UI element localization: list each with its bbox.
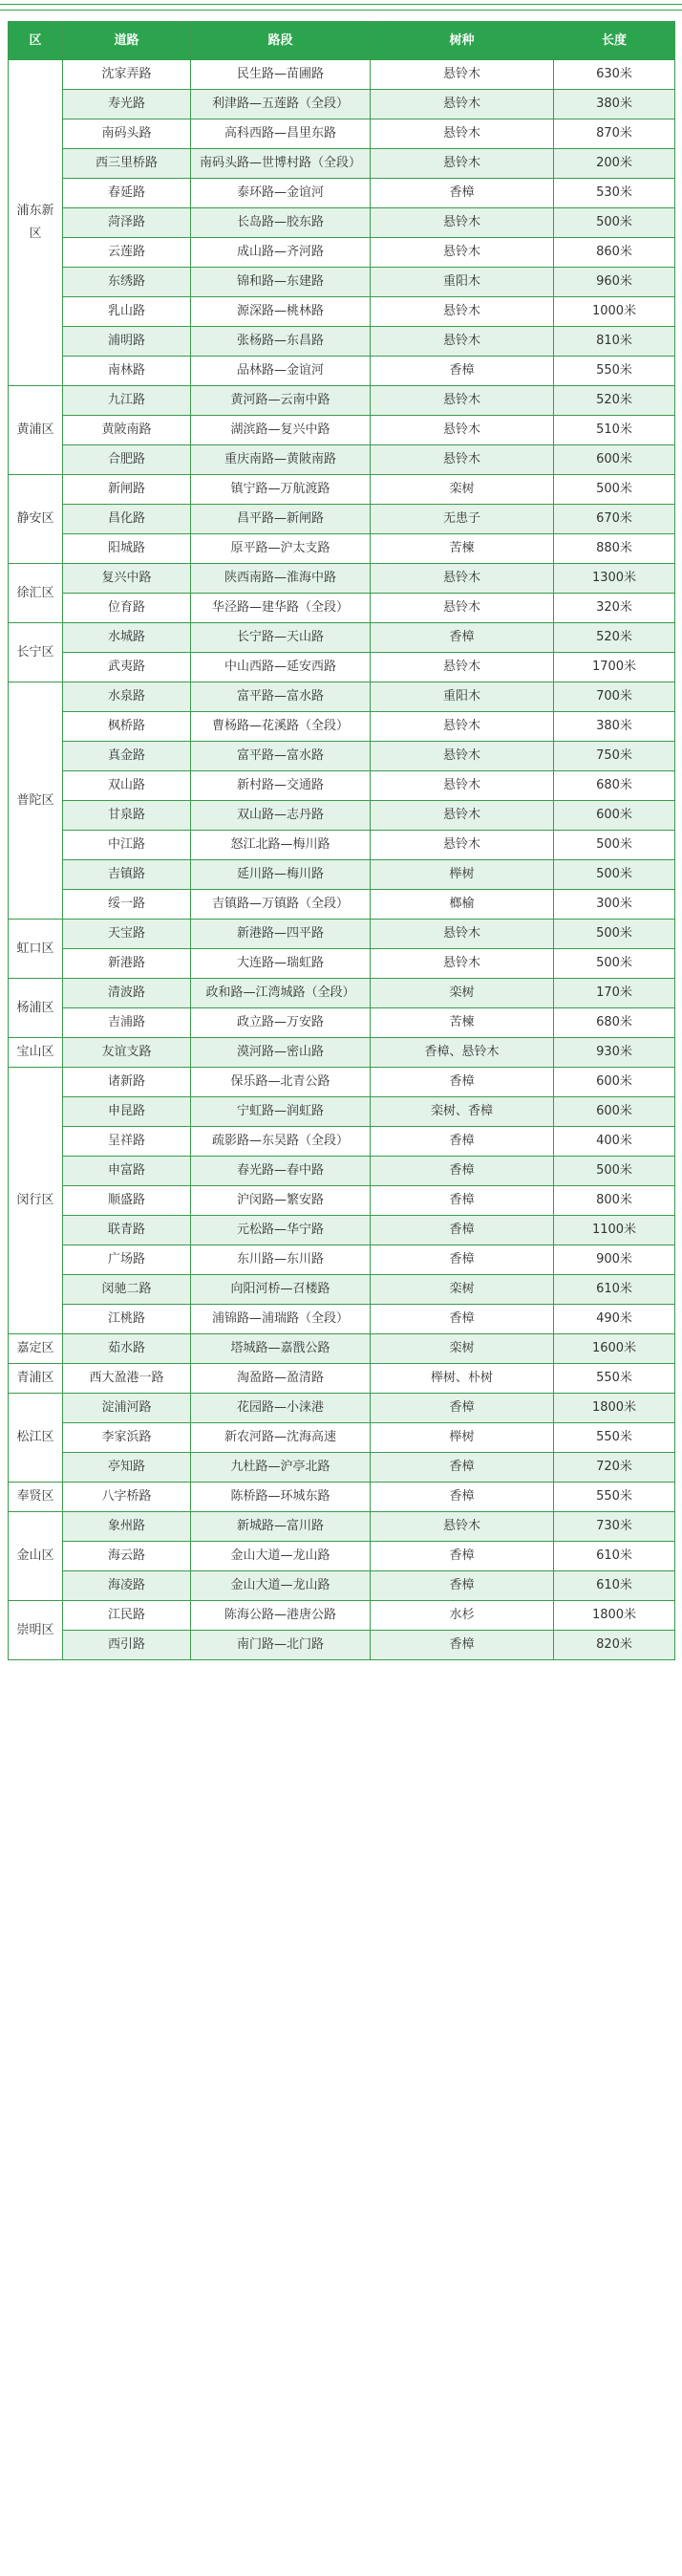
- section-cell: 长岛路—胶东路: [191, 208, 371, 238]
- table-row: [9, 920, 675, 949]
- road-cell: 菏泽路: [63, 208, 191, 238]
- section-cell: 保乐路—北青公路: [191, 1068, 371, 1097]
- district-cell: 浦东新区: [9, 60, 63, 386]
- tree-cell: 悬铃木: [371, 742, 554, 771]
- road-cell: 南码头路: [63, 119, 191, 149]
- section-cell: 九杜路—沪亭北路: [191, 1453, 371, 1483]
- tree-cell: 香樟: [371, 1186, 554, 1216]
- road-cell: 江民路: [63, 1601, 191, 1631]
- table-row: [9, 653, 675, 682]
- table-row: [9, 386, 675, 416]
- road-cell: 云莲路: [63, 238, 191, 268]
- length-cell: 800米: [554, 1186, 675, 1216]
- length-cell: 1000米: [554, 297, 675, 327]
- section-cell: 怒江北路—梅川路: [191, 831, 371, 860]
- length-cell: 520米: [554, 623, 675, 653]
- tree-cell: 香樟: [371, 1305, 554, 1334]
- length-cell: 500米: [554, 920, 675, 949]
- tree-cell: 悬铃木: [371, 653, 554, 682]
- road-cell: 友谊支路: [63, 1038, 191, 1068]
- district-cell: 松江区: [9, 1394, 63, 1483]
- section-cell: 漠河路—密山路: [191, 1038, 371, 1068]
- table-row: [9, 623, 675, 653]
- district-cell: 杨浦区: [9, 979, 63, 1038]
- road-cell: 亭知路: [63, 1453, 191, 1483]
- table-row: [9, 979, 675, 1008]
- table-row: [9, 1157, 675, 1186]
- header-tree: 树种: [371, 22, 554, 60]
- table-row: [9, 860, 675, 890]
- road-cell: 东绣路: [63, 268, 191, 297]
- tree-cell: 香樟: [371, 1483, 554, 1512]
- length-cell: 600米: [554, 1097, 675, 1127]
- table-row: [9, 90, 675, 119]
- section-cell: 源深路—桃林路: [191, 297, 371, 327]
- tree-cell: 香樟: [371, 1157, 554, 1186]
- table-row: [9, 1275, 675, 1305]
- top-rule: [0, 4, 682, 5]
- table-row: [9, 1097, 675, 1127]
- tree-cell: 悬铃木: [371, 238, 554, 268]
- tree-cell: 香樟: [371, 1127, 554, 1157]
- table-row: [9, 1631, 675, 1660]
- tree-cell: 香樟: [371, 623, 554, 653]
- tree-cell: 香樟: [371, 1394, 554, 1423]
- section-cell: 金山大道—龙山路: [191, 1542, 371, 1571]
- table-row: [9, 1364, 675, 1394]
- tree-cell: 悬铃木: [371, 119, 554, 149]
- length-cell: 200米: [554, 149, 675, 179]
- road-cell: 呈祥路: [63, 1127, 191, 1157]
- road-cell: 位育路: [63, 594, 191, 623]
- section-cell: 新村路—交通路: [191, 771, 371, 801]
- tree-cell: 悬铃木: [371, 60, 554, 90]
- road-cell: 合肥路: [63, 445, 191, 475]
- table-row: [9, 831, 675, 860]
- table-row: [9, 1038, 675, 1068]
- length-cell: 600米: [554, 801, 675, 831]
- tree-cell: 香樟: [371, 1571, 554, 1601]
- road-cell: 新港路: [63, 949, 191, 979]
- section-cell: 张杨路—东昌路: [191, 327, 371, 357]
- length-cell: 860米: [554, 238, 675, 268]
- road-cell: 八字桥路: [63, 1483, 191, 1512]
- road-cell: 李家浜路: [63, 1423, 191, 1453]
- length-cell: 1800米: [554, 1601, 675, 1631]
- table-row: [9, 1453, 675, 1483]
- table-row: [9, 1008, 675, 1038]
- table-row: [9, 771, 675, 801]
- length-cell: 380米: [554, 90, 675, 119]
- road-cell: 阳城路: [63, 534, 191, 564]
- road-cell: 西三里桥路: [63, 149, 191, 179]
- tree-cell: 香樟、悬铃木: [371, 1038, 554, 1068]
- section-cell: 民生路—苗圃路: [191, 60, 371, 90]
- table-row: [9, 712, 675, 742]
- table-row: [9, 1512, 675, 1542]
- section-cell: 南门路—北门路: [191, 1631, 371, 1660]
- length-cell: 510米: [554, 416, 675, 445]
- section-cell: 新港路—四平路: [191, 920, 371, 949]
- header-length: 长度: [554, 22, 675, 60]
- district-cell: 黄浦区: [9, 386, 63, 475]
- section-cell: 昌平路—新闸路: [191, 505, 371, 534]
- section-cell: 富平路—富水路: [191, 742, 371, 771]
- length-cell: 320米: [554, 594, 675, 623]
- district-cell: 长宁区: [9, 623, 63, 682]
- section-cell: 重庆南路—黄陂南路: [191, 445, 371, 475]
- table-row: [9, 1571, 675, 1601]
- section-cell: 泰环路—金谊河: [191, 179, 371, 208]
- header-road: 道路: [63, 22, 191, 60]
- section-cell: 富平路—富水路: [191, 682, 371, 712]
- tree-cell: 悬铃木: [371, 771, 554, 801]
- tree-cell: 悬铃木: [371, 920, 554, 949]
- section-cell: 南码头路—世博村路（全段）: [191, 149, 371, 179]
- road-cell: 联青路: [63, 1216, 191, 1245]
- section-cell: 品林路—金谊河: [191, 357, 371, 386]
- district-cell: 徐汇区: [9, 564, 63, 623]
- road-cell: 顺盛路: [63, 1186, 191, 1216]
- tree-cell: 栾树: [371, 1275, 554, 1305]
- table-row: [9, 327, 675, 357]
- tree-cell: 栾树: [371, 475, 554, 505]
- tree-cell: 悬铃木: [371, 445, 554, 475]
- tree-cell: 悬铃木: [371, 831, 554, 860]
- road-cell: 海凌路: [63, 1571, 191, 1601]
- table-row: [9, 149, 675, 179]
- table-row: [9, 297, 675, 327]
- road-cell: 吉镇路: [63, 860, 191, 890]
- section-cell: 向阳河桥—召楼路: [191, 1275, 371, 1305]
- section-cell: 大连路—瑞虹路: [191, 949, 371, 979]
- section-cell: 花园路—小涞港: [191, 1394, 371, 1423]
- tree-cell: 香樟: [371, 1453, 554, 1483]
- table-row: [9, 238, 675, 268]
- length-cell: 400米: [554, 1127, 675, 1157]
- length-cell: 1600米: [554, 1334, 675, 1364]
- table-row: [9, 1483, 675, 1512]
- tree-cell: 悬铃木: [371, 564, 554, 594]
- section-cell: 浦锦路—浦瑞路（全段）: [191, 1305, 371, 1334]
- table-row: [9, 890, 675, 920]
- district-cell: 青浦区: [9, 1364, 63, 1394]
- district-cell: 崇明区: [9, 1601, 63, 1660]
- section-cell: 陕西南路—淮海中路: [191, 564, 371, 594]
- district-cell: 普陀区: [9, 682, 63, 920]
- length-cell: 630米: [554, 60, 675, 90]
- road-cell: 申昆路: [63, 1097, 191, 1127]
- table-row: [9, 268, 675, 297]
- road-cell: 新闸路: [63, 475, 191, 505]
- section-cell: 延川路—梅川路: [191, 860, 371, 890]
- tree-cell: 香樟: [371, 179, 554, 208]
- table-row: [9, 1334, 675, 1364]
- table-row: [9, 1394, 675, 1423]
- tree-cell: 悬铃木: [371, 327, 554, 357]
- road-cell: 西引路: [63, 1631, 191, 1660]
- tree-cell: 香樟: [371, 357, 554, 386]
- road-cell: 江桃路: [63, 1305, 191, 1334]
- table-row: [9, 1068, 675, 1097]
- length-cell: 670米: [554, 505, 675, 534]
- road-cell: 枫桥路: [63, 712, 191, 742]
- road-cell: 清波路: [63, 979, 191, 1008]
- tree-cell: 悬铃木: [371, 416, 554, 445]
- tree-cell: 榉树: [371, 860, 554, 890]
- section-cell: 吉镇路—万镇路（全段）: [191, 890, 371, 920]
- tree-cell: 香樟: [371, 1245, 554, 1275]
- length-cell: 1100米: [554, 1216, 675, 1245]
- tree-cell: 苦楝: [371, 534, 554, 564]
- length-cell: 500米: [554, 949, 675, 979]
- header-row: [9, 22, 675, 60]
- district-cell: 宝山区: [9, 1038, 63, 1068]
- table-row: [9, 949, 675, 979]
- road-cell: 西大盈港一路: [63, 1364, 191, 1394]
- length-cell: 750米: [554, 742, 675, 771]
- table-row: [9, 179, 675, 208]
- section-cell: 春光路—春中路: [191, 1157, 371, 1186]
- road-cell: 双山路: [63, 771, 191, 801]
- length-cell: 1300米: [554, 564, 675, 594]
- section-cell: 原平路—沪太支路: [191, 534, 371, 564]
- length-cell: 500米: [554, 860, 675, 890]
- road-cell: 寿光路: [63, 90, 191, 119]
- table-body: [9, 60, 675, 1660]
- district-cell: 静安区: [9, 475, 63, 564]
- length-cell: 810米: [554, 327, 675, 357]
- road-cell: 天宝路: [63, 920, 191, 949]
- table-row: [9, 1216, 675, 1245]
- length-cell: 930米: [554, 1038, 675, 1068]
- section-cell: 新城路—富川路: [191, 1512, 371, 1542]
- road-cell: 吉浦路: [63, 1008, 191, 1038]
- tree-cell: 悬铃木: [371, 801, 554, 831]
- tree-cell: 重阳木: [371, 268, 554, 297]
- road-cell: 茹水路: [63, 1334, 191, 1364]
- section-cell: 镇宁路—万航渡路: [191, 475, 371, 505]
- length-cell: 820米: [554, 1631, 675, 1660]
- tree-cell: 悬铃木: [371, 90, 554, 119]
- section-cell: 新农河路—沈海高速: [191, 1423, 371, 1453]
- table-row: [9, 1245, 675, 1275]
- tree-cell: 香樟: [371, 1216, 554, 1245]
- section-cell: 淘盈路—盈清路: [191, 1364, 371, 1394]
- table-row: [9, 357, 675, 386]
- district-cell: 金山区: [9, 1512, 63, 1601]
- length-cell: 490米: [554, 1305, 675, 1334]
- tree-cell: 悬铃木: [371, 386, 554, 416]
- length-cell: 550米: [554, 357, 675, 386]
- road-cell: 中江路: [63, 831, 191, 860]
- length-cell: 730米: [554, 1512, 675, 1542]
- length-cell: 530米: [554, 179, 675, 208]
- road-cell: 浦明路: [63, 327, 191, 357]
- table-row: [9, 594, 675, 623]
- length-cell: 610米: [554, 1542, 675, 1571]
- length-cell: 870米: [554, 119, 675, 149]
- section-cell: 塔城路—嘉戬公路: [191, 1334, 371, 1364]
- table-row: [9, 534, 675, 564]
- table-row: [9, 475, 675, 505]
- district-cell: 嘉定区: [9, 1334, 63, 1364]
- section-cell: 华泾路—建华路（全段）: [191, 594, 371, 623]
- length-cell: 610米: [554, 1275, 675, 1305]
- road-cell: 沈家弄路: [63, 60, 191, 90]
- tree-cell: 栾树: [371, 979, 554, 1008]
- length-cell: 600米: [554, 445, 675, 475]
- road-cell: 昌化路: [63, 505, 191, 534]
- tree-cell: 栾树: [371, 1334, 554, 1364]
- table-row: [9, 1186, 675, 1216]
- table-row: [9, 445, 675, 475]
- tree-cell: 重阳木: [371, 682, 554, 712]
- length-cell: 380米: [554, 712, 675, 742]
- section-cell: 湖滨路—复兴中路: [191, 416, 371, 445]
- length-cell: 680米: [554, 771, 675, 801]
- length-cell: 700米: [554, 682, 675, 712]
- table-row: [9, 1601, 675, 1631]
- road-cell: 广场路: [63, 1245, 191, 1275]
- tree-cell: 栾树、香樟: [371, 1097, 554, 1127]
- table-row: [9, 416, 675, 445]
- table-row: [9, 682, 675, 712]
- tree-cell: 无患子: [371, 505, 554, 534]
- tree-cell: 榉树、朴树: [371, 1364, 554, 1394]
- road-cell: 象州路: [63, 1512, 191, 1542]
- road-cell: 海云路: [63, 1542, 191, 1571]
- tree-cell: 香樟: [371, 1631, 554, 1660]
- street-tree-table: [8, 21, 675, 1660]
- table-row: [9, 1542, 675, 1571]
- tree-cell: 悬铃木: [371, 149, 554, 179]
- table-row: [9, 742, 675, 771]
- length-cell: 500米: [554, 1157, 675, 1186]
- district-cell: 虹口区: [9, 920, 63, 979]
- table-row: [9, 1423, 675, 1453]
- header-district: 区: [9, 22, 63, 60]
- road-cell: 乳山路: [63, 297, 191, 327]
- length-cell: 720米: [554, 1453, 675, 1483]
- section-cell: 利津路—五莲路（全段）: [191, 90, 371, 119]
- section-cell: 双山路—志丹路: [191, 801, 371, 831]
- table-row: [9, 1305, 675, 1334]
- tree-cell: 水杉: [371, 1601, 554, 1631]
- length-cell: 600米: [554, 1068, 675, 1097]
- road-cell: 闵驰二路: [63, 1275, 191, 1305]
- length-cell: 1800米: [554, 1394, 675, 1423]
- table-row: [9, 1127, 675, 1157]
- section-cell: 曹杨路—花溪路（全段）: [191, 712, 371, 742]
- section-cell: 东川路—东川路: [191, 1245, 371, 1275]
- length-cell: 520米: [554, 386, 675, 416]
- section-cell: 成山路—齐河路: [191, 238, 371, 268]
- section-cell: 长宁路—天山路: [191, 623, 371, 653]
- section-cell: 陈桥路—环城东路: [191, 1483, 371, 1512]
- road-cell: 申富路: [63, 1157, 191, 1186]
- tree-cell: 苦楝: [371, 1008, 554, 1038]
- section-cell: 疏影路—东吴路（全段）: [191, 1127, 371, 1157]
- road-cell: 水城路: [63, 623, 191, 653]
- road-cell: 武夷路: [63, 653, 191, 682]
- table-row: [9, 564, 675, 594]
- tree-cell: 悬铃木: [371, 297, 554, 327]
- tree-cell: 香樟: [371, 1542, 554, 1571]
- tree-cell: 悬铃木: [371, 949, 554, 979]
- length-cell: 550米: [554, 1483, 675, 1512]
- tree-cell: 榉树: [371, 1423, 554, 1453]
- road-cell: 真金路: [63, 742, 191, 771]
- length-cell: 680米: [554, 1008, 675, 1038]
- length-cell: 500米: [554, 831, 675, 860]
- tree-cell: 悬铃木: [371, 712, 554, 742]
- length-cell: 880米: [554, 534, 675, 564]
- table-row: [9, 505, 675, 534]
- tree-cell: 悬铃木: [371, 208, 554, 238]
- district-cell: 奉贤区: [9, 1483, 63, 1512]
- length-cell: 900米: [554, 1245, 675, 1275]
- road-cell: 复兴中路: [63, 564, 191, 594]
- section-cell: 锦和路—东建路: [191, 268, 371, 297]
- section-cell: 高科西路—昌里东路: [191, 119, 371, 149]
- tree-cell: 榔榆: [371, 890, 554, 920]
- length-cell: 170米: [554, 979, 675, 1008]
- road-cell: 甘泉路: [63, 801, 191, 831]
- table-row: [9, 119, 675, 149]
- road-cell: 淀浦河路: [63, 1394, 191, 1423]
- length-cell: 300米: [554, 890, 675, 920]
- length-cell: 550米: [554, 1364, 675, 1394]
- road-cell: 黄陂南路: [63, 416, 191, 445]
- length-cell: 550米: [554, 1423, 675, 1453]
- header-section: 路段: [191, 22, 371, 60]
- section-cell: 沪闵路—繁安路: [191, 1186, 371, 1216]
- road-cell: 绥一路: [63, 890, 191, 920]
- length-cell: 610米: [554, 1571, 675, 1601]
- section-cell: 元松路—华宁路: [191, 1216, 371, 1245]
- length-cell: 500米: [554, 208, 675, 238]
- table-row: [9, 801, 675, 831]
- length-cell: 500米: [554, 475, 675, 505]
- district-cell: 闵行区: [9, 1068, 63, 1334]
- road-cell: 诸新路: [63, 1068, 191, 1097]
- section-cell: 黄河路—云南中路: [191, 386, 371, 416]
- section-cell: 陈海公路—港唐公路: [191, 1601, 371, 1631]
- road-cell: 水泉路: [63, 682, 191, 712]
- road-cell: 春延路: [63, 179, 191, 208]
- tree-cell: 香樟: [371, 1068, 554, 1097]
- table-row: [9, 208, 675, 238]
- tree-cell: 悬铃木: [371, 1512, 554, 1542]
- tree-cell: 悬铃木: [371, 594, 554, 623]
- section-cell: 金山大道—龙山路: [191, 1571, 371, 1601]
- section-cell: 政和路—江湾城路（全段）: [191, 979, 371, 1008]
- length-cell: 1700米: [554, 653, 675, 682]
- section-cell: 宁虹路—润虹路: [191, 1097, 371, 1127]
- section-cell: 中山西路—延安西路: [191, 653, 371, 682]
- table-row: [9, 60, 675, 90]
- road-cell: 南林路: [63, 357, 191, 386]
- road-cell: 九江路: [63, 386, 191, 416]
- section-cell: 政立路—万安路: [191, 1008, 371, 1038]
- length-cell: 960米: [554, 268, 675, 297]
- top-rule: [0, 10, 682, 11]
